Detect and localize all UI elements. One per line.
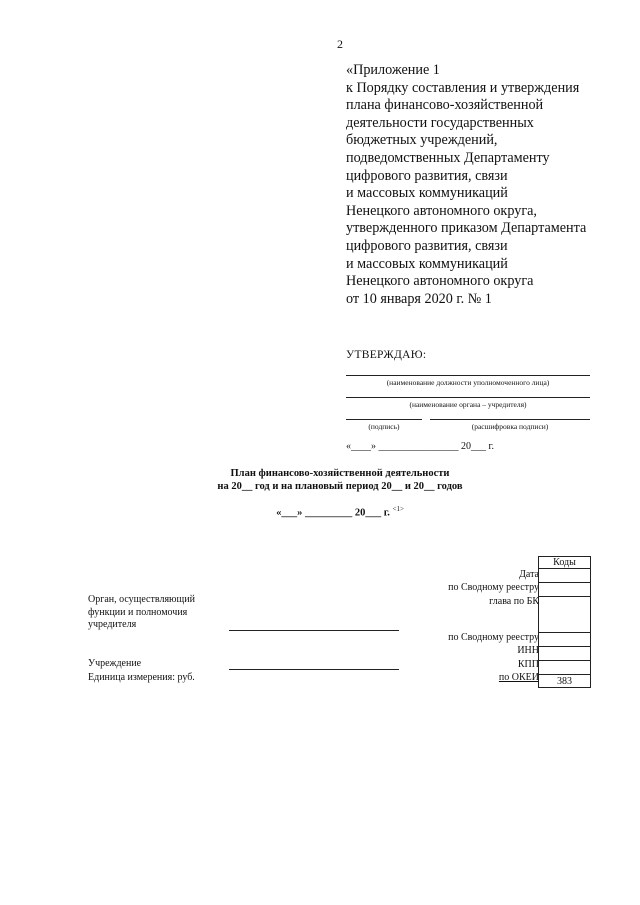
appendix-line: от 10 января 2020 г. № 1 [346, 290, 492, 307]
codes-table [538, 556, 591, 688]
code-registry-2-cell[interactable] [539, 633, 591, 647]
appendix-line: Ненецкого автономного округа, [346, 202, 537, 219]
signature-caption: (подпись) [368, 422, 400, 431]
label-okei-text: по ОКЕИ [498, 672, 539, 683]
organ-label: Орган, осуществляющий функции и полномочия учредителя [88, 594, 195, 630]
appendix-line: цифрового развития, связи [346, 167, 508, 184]
appendix-line: бюджетных учреждений, [346, 132, 498, 149]
code-chapter-bk-cell[interactable] [539, 597, 591, 633]
organ-field-line [229, 630, 399, 631]
appendix-line: деятельности государственных [346, 114, 534, 131]
code-inn-cell[interactable] [539, 647, 591, 661]
code-registry-1-cell[interactable] [539, 583, 591, 597]
signature-line [346, 419, 422, 420]
label-registry-1: по Сводному реестру [448, 582, 539, 593]
label-inn: ИНН [517, 645, 539, 656]
position-caption: (наименование должности уполномоченного лица) [386, 378, 550, 387]
codes-header: Коды [539, 557, 591, 569]
approval-date-line: «____» ________________ 20___ г. [346, 441, 494, 452]
footnote-mark: <1> [392, 505, 404, 513]
appendix-line: цифрового развития, связи [346, 237, 508, 254]
decode-line [430, 419, 590, 420]
label-okei [239, 672, 539, 683]
appendix-line: и массовых коммуникаций [346, 185, 508, 202]
appendix-line: «Приложение 1 [346, 62, 440, 78]
code-okei-cell: 383 [539, 675, 591, 688]
code-kpp-cell[interactable] [539, 661, 591, 675]
position-line [346, 375, 590, 376]
approve-heading: УТВЕРЖДАЮ: [346, 349, 427, 361]
plan-subtitle: на 20__ год и на плановый период 20__ и 20__ годов [217, 481, 463, 492]
label-registry-2: по Сводному реестру [448, 632, 539, 643]
plan-date [120, 505, 560, 519]
plan-date-text: «___» _________ 20___ г. [276, 507, 390, 519]
organ-line [346, 397, 590, 398]
appendix-line: Ненецкого автономного округа [346, 273, 534, 290]
unit-label: Единица измерения: руб. [88, 672, 195, 683]
appendix-line: плана финансово-хозяйственной [346, 97, 544, 114]
appendix-block [346, 62, 586, 308]
label-kpp: КПП [517, 659, 539, 670]
appendix-line: к Порядку составления и утверждения [346, 79, 580, 96]
institution-label: Учреждение [88, 658, 142, 669]
organ-caption: (наименование органа – учредителя) [409, 400, 527, 409]
plan-title: План финансово-хозяйственной деятельности [230, 468, 450, 479]
appendix-line: подведомственных Департаменту [346, 149, 550, 166]
label-date: Дата [519, 569, 539, 580]
page-number: 2 [337, 37, 343, 51]
decode-caption: (расшифровка подписи) [471, 422, 549, 431]
appendix-line: и массовых коммуникаций [346, 255, 508, 272]
label-chapter-bk: глава по БК [489, 596, 539, 607]
appendix-line: утвержденного приказом Департамента [346, 220, 587, 237]
code-date-cell[interactable] [539, 569, 591, 583]
